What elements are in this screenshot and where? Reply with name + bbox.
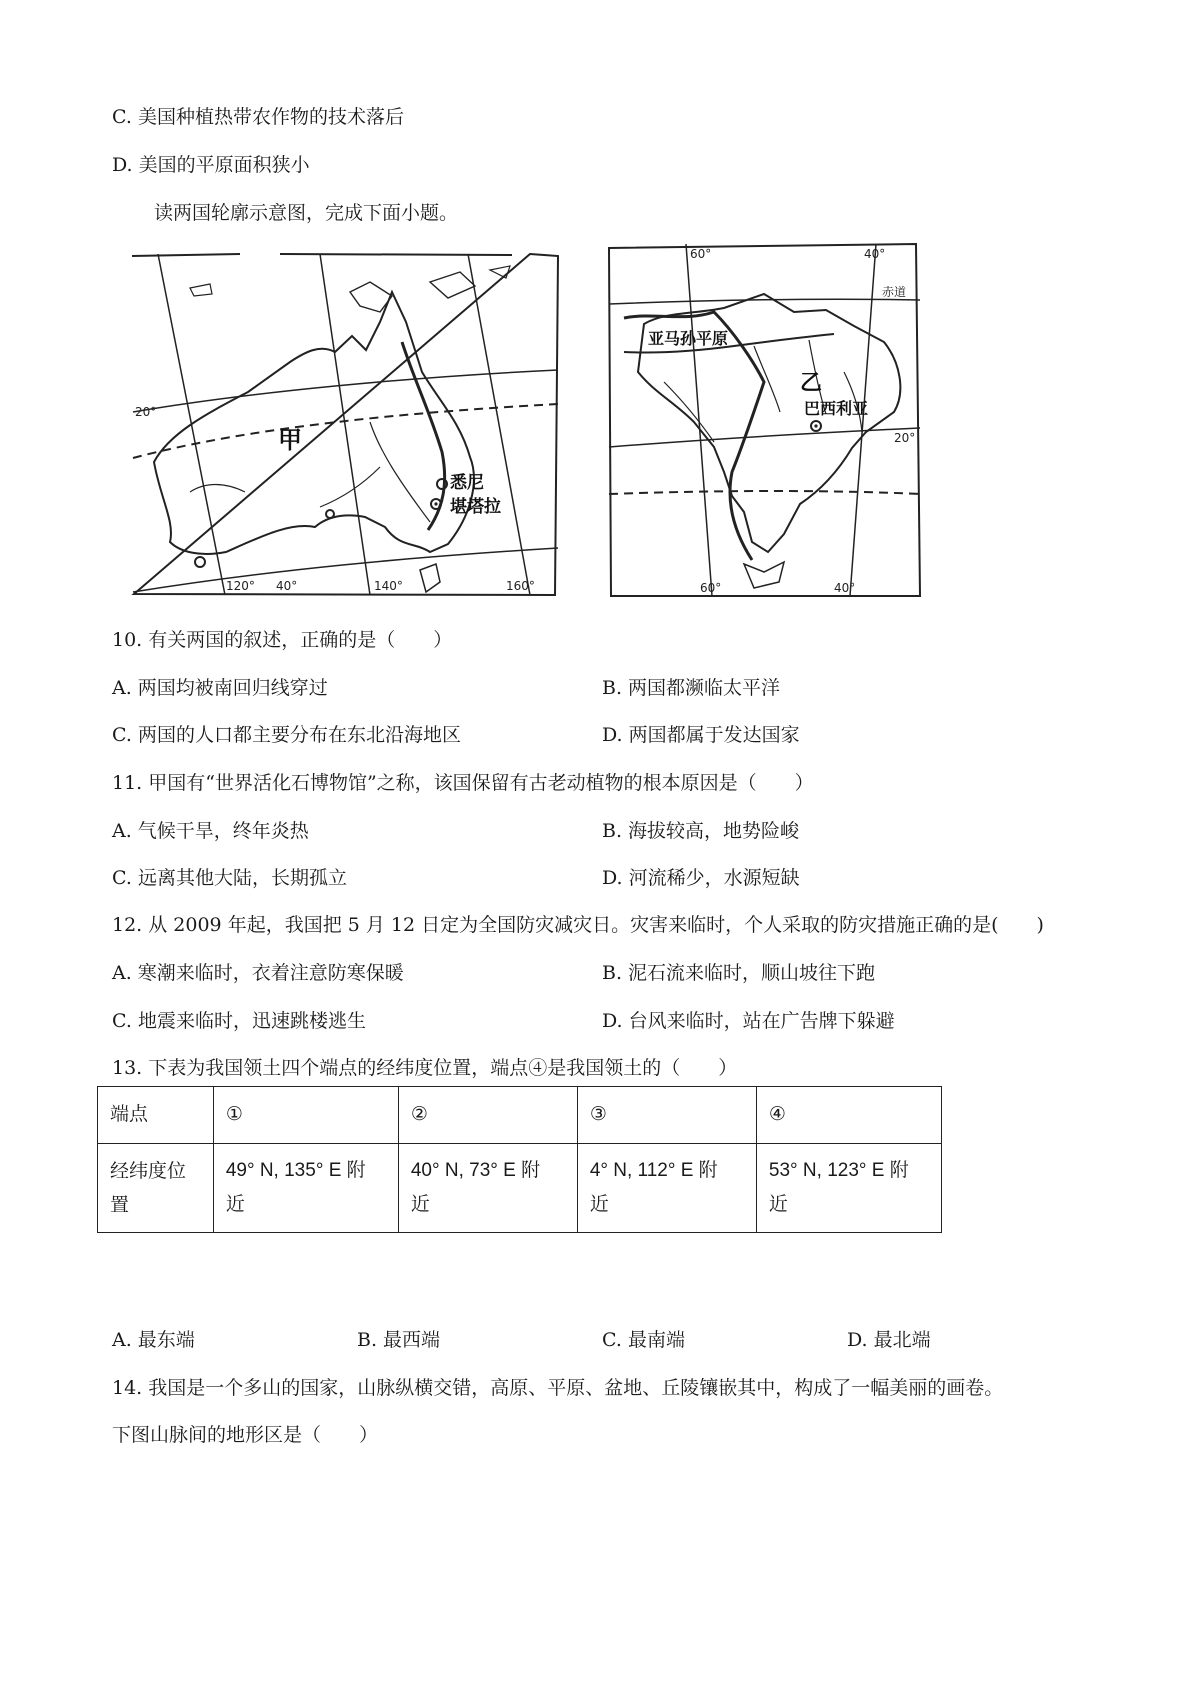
- table-header-row: [98, 1087, 942, 1144]
- q14-stem-line1: 14. 我国是一个多山的国家，山脉纵横交错，高原、平原、盆地、丘陵镶嵌其中，构成了一幅美丽的画卷。: [112, 1377, 1004, 1399]
- q10-option-c[interactable]: C. 两国的人口都主要分布在东北沿海地区: [112, 724, 461, 746]
- lon-label-40-bottom: 40°: [834, 581, 856, 595]
- lon-label-60-top: 60°: [690, 247, 712, 261]
- table-cell: 49° N, 135° E 附 近: [213, 1144, 398, 1233]
- q10-stem: 10. 有关两国的叙述，正确的是（ ）: [112, 629, 453, 651]
- capital-label-brasilia: 巴西利亚: [804, 399, 869, 418]
- country-label-jia: 甲: [278, 426, 302, 454]
- lon-label-140: 140°: [374, 579, 403, 593]
- q13-option-c[interactable]: C. 最南端: [602, 1329, 685, 1351]
- q11-option-a[interactable]: A. 气候干旱，终年炎热: [112, 820, 309, 842]
- q12-option-b[interactable]: B. 泥石流来临时，顺山坡往下跑: [602, 962, 876, 984]
- city-label-canberra: 堪塔拉: [450, 497, 501, 517]
- table-head-cell: ③: [577, 1087, 756, 1144]
- q14-stem-line2: 下图山脉间的地形区是（ ）: [112, 1424, 379, 1446]
- lat-label-20-right: 20°: [894, 431, 916, 445]
- q11-option-c[interactable]: C. 远离其他大陆，长期孤立: [112, 867, 347, 889]
- country-label-yi: 乙: [800, 371, 823, 396]
- q11-option-d[interactable]: D. 河流稀少，水源短缺: [602, 867, 800, 889]
- q11-stem: 11. 甲国有“世界活化石博物馆”之称，该国保留有古老动植物的根本原因是（ ）: [112, 772, 814, 794]
- lat-label-20: 20°: [135, 405, 157, 419]
- table-cell: 53° N, 123° E 附 近: [756, 1144, 941, 1233]
- lon-label-40-left: 40°: [276, 579, 298, 593]
- q12-option-c[interactable]: C. 地震来临时，迅速跳楼逃生: [112, 1010, 366, 1032]
- q12-option-a[interactable]: A. 寒潮来临时，衣着注意防寒保暖: [112, 962, 404, 984]
- map-australia: [130, 252, 562, 598]
- q13-stem: 13. 下表为我国领土四个端点的经纬度位置，端点④是我国领土的（ ）: [112, 1057, 738, 1079]
- q13-option-a[interactable]: A. 最东端: [112, 1329, 195, 1351]
- table-cell: 4° N, 112° E 附 近: [577, 1144, 756, 1233]
- table-row-label: 经纬度位 置: [98, 1144, 214, 1233]
- table-head-cell: ①: [213, 1087, 398, 1144]
- table-head-cell: ④: [756, 1087, 941, 1144]
- table-row: [98, 1144, 942, 1233]
- q12-stem: 12. 从 2009 年起，我国把 5 月 12 日定为全国防灾减灾日。灾害来临时，个人采取的防灾措施正确的是( ): [112, 914, 1044, 936]
- reading-intro: 读两国轮廓示意图，完成下面小题。: [154, 202, 459, 224]
- equator-label: 赤道: [882, 285, 907, 299]
- q11-option-b[interactable]: B. 海拔较高，地势险峻: [602, 820, 800, 842]
- table-head-cell: ②: [398, 1087, 577, 1144]
- plain-label-amazon: 亚马孙平原: [648, 329, 729, 348]
- prev-option-d: D. 美国的平原面积狭小: [112, 154, 310, 176]
- maps-figure: [130, 242, 950, 602]
- lon-label-40-top: 40°: [864, 247, 886, 261]
- map-brazil: [604, 242, 944, 598]
- q12-option-d[interactable]: D. 台风来临时，站在广告牌下躲避: [602, 1010, 895, 1032]
- prev-option-c: C. 美国种植热带农作物的技术落后: [112, 106, 404, 128]
- city-label-sydney: 悉尼: [450, 473, 484, 493]
- territory-endpoints-table: [97, 1086, 942, 1233]
- q10-option-a[interactable]: A. 两国均被南回归线穿过: [112, 677, 328, 699]
- lon-label-60-bottom: 60°: [700, 581, 722, 595]
- q13-option-b[interactable]: B. 最西端: [357, 1329, 441, 1351]
- q13-option-d[interactable]: D. 最北端: [847, 1329, 931, 1351]
- table-head-cell: 端点: [98, 1087, 214, 1144]
- table-cell: 40° N, 73° E 附 近: [398, 1144, 577, 1233]
- lon-label-120: 120°: [226, 579, 255, 593]
- q10-option-d[interactable]: D. 两国都属于发达国家: [602, 724, 800, 746]
- lon-label-160: 160°: [506, 579, 535, 593]
- q10-option-b[interactable]: B. 两国都濒临太平洋: [602, 677, 781, 699]
